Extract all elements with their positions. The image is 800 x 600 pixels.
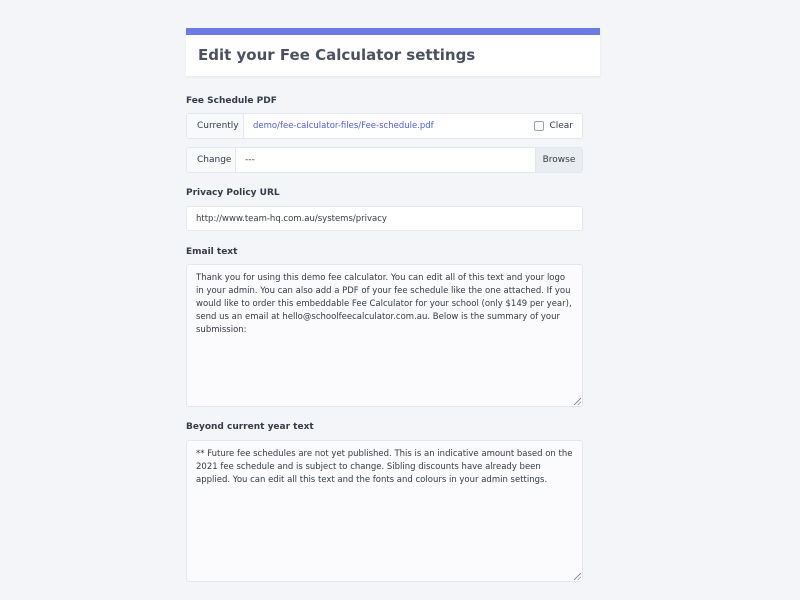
page-title: Edit your Fee Calculator settings bbox=[198, 46, 476, 64]
browse-button[interactable]: Browse bbox=[535, 148, 582, 172]
beyond-year-text-area[interactable] bbox=[186, 440, 583, 582]
privacy-url-label: Privacy Policy URL bbox=[186, 188, 280, 198]
resize-handle-icon[interactable] bbox=[574, 398, 581, 405]
email-text-label: Email text bbox=[186, 247, 238, 257]
email-text-value: Thank you for using this demo fee calculator. You can edit all of this text and your logo in your admin. You can also add a PDF of your fee schedule like the one attached. If you would like to order this embeddable Fee Calculator for your school (only $149 per year), send us an email at hello@schoolfeecalculator.com.au. Below is the summary of your submission: bbox=[196, 273, 572, 335]
current-file-link[interactable]: demo/fee-calculator-files/Fee-schedule.pdf bbox=[253, 121, 434, 131]
change-addon: Change bbox=[187, 148, 236, 172]
file-input[interactable] bbox=[236, 148, 535, 172]
resize-handle-icon[interactable] bbox=[574, 573, 581, 580]
fee-schedule-label: Fee Schedule PDF bbox=[186, 96, 277, 106]
settings-header-card bbox=[186, 28, 600, 76]
clear-checkbox-control[interactable] bbox=[534, 121, 573, 131]
change-file-group bbox=[186, 147, 583, 173]
privacy-url-input[interactable]: http://www.team-hq.com.au/systems/privacy bbox=[186, 206, 583, 231]
file-input-value: --- bbox=[245, 155, 255, 165]
current-file-body bbox=[244, 114, 582, 138]
currently-addon: Currently bbox=[187, 114, 244, 138]
current-file-group bbox=[186, 113, 583, 139]
beyond-year-label: Beyond current year text bbox=[186, 422, 314, 432]
checkbox-icon[interactable] bbox=[534, 121, 544, 131]
beyond-year-text-value: ** Future fee schedules are not yet published. This is an indicative amount based on the 2021 fee schedule and is subject to change. Sibling discounts have already been applied. You can edit all this text and the fonts and colours in your admin settings. bbox=[196, 449, 573, 485]
email-text-area[interactable] bbox=[186, 264, 583, 407]
clear-label[interactable]: Clear bbox=[549, 121, 573, 131]
